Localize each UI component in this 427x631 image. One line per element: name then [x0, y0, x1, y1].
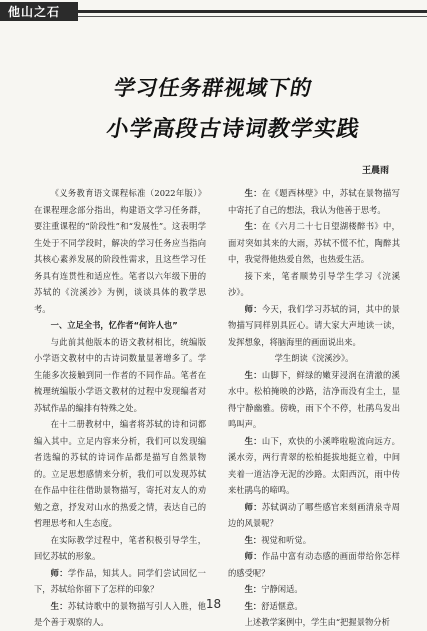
dialog-text: 舒适惬意。 [261, 600, 303, 611]
speaker-label: 师： [50, 567, 68, 578]
dialog-text: 学作品，知其人。同学们尝试回忆一下，苏轼给你留下了怎样的印象？ [34, 567, 206, 594]
left-column [34, 185, 206, 631]
dialog-text: 苏轼调动了哪些感官来刻画清泉寺周边的风景呢？ [228, 501, 400, 528]
section-subheading: 一、立足全书，忆作者“何许人也” [50, 320, 178, 330]
dialog-line [228, 301, 400, 351]
speaker-label: 生： [244, 435, 262, 446]
dialog-text: 作品中富有动态感的画面带给你怎样的感受呢？ [228, 551, 400, 578]
dialog-text: 山下，欢快的小溪哗啦啦流向远方。溪水旁，两行青翠的松柏挺拔地挺立着，中间夹着一道洁净无泥的沙路。太阳西沉，雨中传来杜鹃鸟的啼鸣。 [228, 435, 400, 495]
speaker-label: 师： [244, 501, 262, 512]
body-paragraph: 上述教学案例中，学生由“把握景物分析 [244, 617, 390, 627]
body-paragraph: 在十二册教材中，编者将苏轼的诗和词都编入其中。立足内容来分析，我们可以发现编者选编的苏轼的诗词作品都是描写自然景物的。立足思想感情来分析，我们可以发现苏轼在作品中往往借助景物描写，寄托对友人的劝勉之意，抒发对山水的热爱之情，表达自己的哲理思考和人生态度。 [34, 419, 206, 528]
article-author: 王晨雨 [361, 166, 389, 176]
header-rule [78, 10, 427, 13]
dialog-text: 山脚下，鲜绿的嫩芽浸润在清澈的溪水中。松柏掩映的沙路，洁净而没有尘土，显得宁静幽雅。傍晚，雨下个不停，杜鹃鸟发出鸣叫声。 [228, 369, 400, 429]
speaker-label: 生： [244, 534, 262, 545]
dialog-text: 苏轼诗歌中的景物描写引人入胜，他是个善于观察的人。 [34, 600, 206, 627]
article-title-line1: 学习任务群视域下的 [112, 76, 315, 100]
dialog-text: 在《题西林壁》中，苏轼在景物描写中寄托了自己的想法，我认为他善于思考。 [228, 188, 400, 215]
stage-direction: 学生朗读《浣溪沙》。 [274, 353, 354, 363]
dialog-line [34, 565, 206, 598]
body-paragraph: 接下来，笔者顺势引导学生学习《浣溪沙》。 [228, 270, 400, 297]
dialog-line [228, 218, 400, 268]
speaker-label: 生： [244, 584, 262, 594]
dialog-text: 视觉和听觉。 [261, 534, 311, 545]
section-header [0, 0, 427, 26]
dialog-text: 宁静闲适。 [261, 584, 303, 594]
page-number: 18 [205, 597, 222, 611]
speaker-label: 生： [244, 221, 262, 231]
section-label: 他山之石 [8, 5, 61, 19]
body-paragraph: 在实际教学过程中，笔者积极引导学生，回忆苏轼的形象。 [34, 534, 206, 561]
speaker-label: 生： [50, 600, 68, 611]
speaker-label: 生： [244, 369, 262, 380]
speaker-label: 生： [244, 188, 262, 198]
article-title-line2: 小学高段古诗词教学实践 [104, 117, 362, 142]
dialog-line [228, 548, 400, 581]
dialog-text: 在《六月二十七日望湖楼醉书》中，面对突如其来的大雨，苏轼不慌不忙，陶醉其中，我觉得他热爱自然，也热爱生活。 [228, 221, 400, 264]
right-column [228, 185, 400, 631]
dialog-text: 今天，我们学习苏轼的词，其中的景物描写同样别具匠心。请大家大声地读一读，发挥想象，将脑海里的画面说出来。 [228, 303, 400, 347]
body-paragraph: 与此前其他版本的语文教材相比，统编版小学语文教材中的古诗词数量显著增多了。学生能多次接触到同一作者的不同作品。笔者在梳理统编版小学语文教材的过程中发现编者对苏轼作品的编排有特殊之处。 [34, 336, 206, 413]
dialog-line [228, 185, 400, 218]
speaker-label: 生： [244, 600, 262, 611]
header-rule-thin [78, 16, 427, 17]
speaker-label: 师： [244, 303, 262, 314]
dialog-line [228, 367, 400, 433]
body-paragraph: 《义务教育语文课程标准（2022年版）》在课程理念部分指出，构建语文学习任务群，要注重课程的“阶段性”和“发展性”。这表明学生处于不同学段时，解决的学习任务应当指向其核心素养发展的阶段性需求，且这些学习任务具有连贯性和适应性。笔者以六年级下册的苏轼的《浣溪沙》为例，谈谈具体的教学思考。 [34, 188, 206, 314]
dialog-line [228, 433, 400, 499]
dialog-line [228, 499, 400, 532]
speaker-label: 师： [244, 551, 262, 561]
dialog-line [228, 581, 400, 598]
dialog-line [228, 532, 400, 549]
